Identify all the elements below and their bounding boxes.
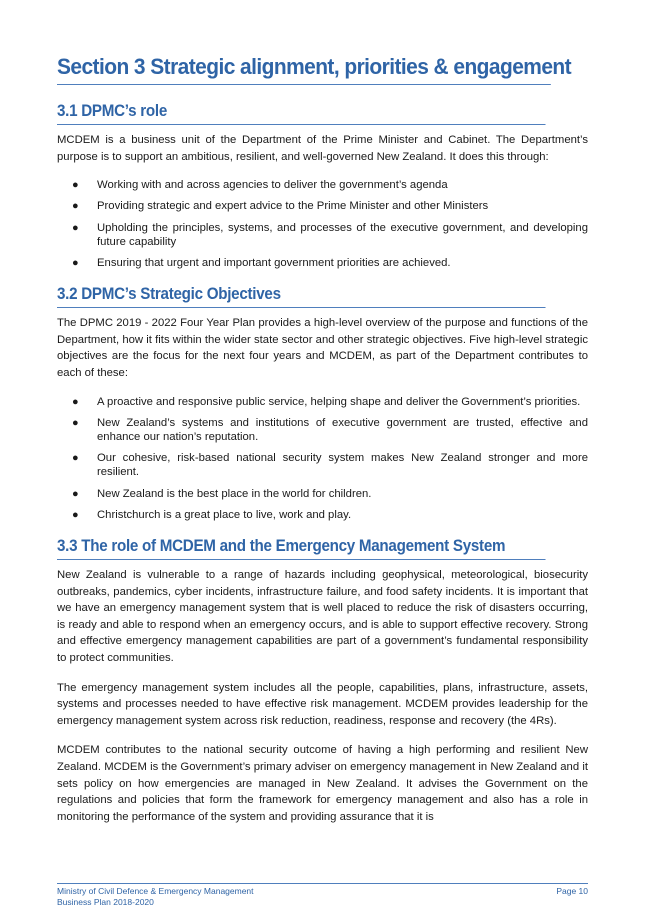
bullet-list-3-1	[57, 178, 588, 270]
list-item: ● New Zealand’s systems and institutions of executive government are trusted, effective and enhance our nation’s reputation.	[72, 416, 588, 443]
bullet-icon: ●	[72, 452, 79, 465]
list-item: ● Christchurch is a great place to live, work and play.	[72, 508, 352, 521]
page-footer	[57, 883, 588, 908]
section-3-2	[57, 285, 588, 308]
paragraph-3-3-a: New Zealand is vulnerable to a range of hazards including geophysical, meteorological, biosecurity outbreaks, pandemics, cyber incidents, infrastructure failure, and food safety incidents. It is important that we have an emergency management system that is well placed to reduce the risk of disasters occurring, is ready and able to respond when an emergency occurs, and is able to support effective recovery. Strong and effective emergency management capabilities are part of a government’s fundamental responsibility to protect communities.	[57, 569, 588, 664]
section-3-1	[57, 102, 588, 125]
list-item: ● A proactive and responsive public service, helping shape and deliver the Government’s priorities.	[72, 395, 581, 408]
list-item: ● New Zealand is the best place in the world for children.	[72, 487, 372, 500]
bullet-icon: ●	[72, 200, 79, 213]
footer-doc: Business Plan 2018-2020	[57, 897, 154, 907]
list-item: ● Working with and across agencies to deliver the government’s agenda	[72, 179, 448, 192]
page-number: Page 10	[556, 886, 588, 896]
bullet-list-3-2	[57, 395, 588, 522]
list-item: ● Upholding the principles, systems, and processes of the executive government, and developing future capability	[72, 221, 588, 248]
bullet-icon: ●	[72, 395, 79, 408]
document-page	[57, 54, 588, 838]
list-item: ● Our cohesive, risk-based national security system makes New Zealand stronger and more resilient.	[72, 452, 588, 479]
paragraph-3-1: MCDEM is a business unit of the Department of the Prime Minister and Cabinet. The Department’s purpose is to support an ambitious, resilient, and well-governed New Zealand. It does this through:	[57, 134, 588, 163]
paragraph-3-3-b: The emergency management system includes all the people, capabilities, plans, infrastructure, assets, systems and processes needed to have effective risk management. MCDEM provides leadership for the emergency management system across risk reduction, readiness, response and recovery (the 4Rs).	[57, 681, 588, 727]
section-3-3	[57, 537, 588, 560]
paragraph-3-2: The DPMC 2019 - 2022 Four Year Plan provides a high-level overview of the purpose and functions of the Department, how it fits within the wider state sector and other strategic objectives. Five high-level strategic objectives are the focus for the next four years and MCDEM, as part of the Department contributes to each of these:	[57, 317, 588, 379]
list-item: ● Ensuring that urgent and important government priorities are achieved.	[72, 257, 451, 269]
paragraph-3-3-c: MCDEM contributes to the national security outcome of having a high performing and resilient New Zealand. MCDEM is the Government’s primary adviser on emergency management in New Zealand and it sets policy on how emergencies are managed in New Zealand. It advises the Government on the regulations and policies that form the framework for emergency management and also has a role in monitoring the performance of the system and providing assurance that it is	[57, 744, 588, 823]
footer-org: Ministry of Civil Defence & Emergency Management	[57, 886, 254, 896]
heading-3-3: 3.3 The role of MCDEM and the Emergency Management System	[57, 537, 546, 560]
list-item: ● Providing strategic and expert advice to the Prime Minister and other Ministers	[72, 200, 489, 213]
bullet-icon: ●	[72, 179, 79, 192]
bullet-icon: ●	[72, 508, 79, 521]
section-title: Section 3 Strategic alignment, priorities & engagement	[57, 54, 551, 85]
bullet-icon: ●	[72, 487, 79, 500]
heading-3-2: 3.2 DPMC’s Strategic Objectives	[57, 285, 546, 308]
bullet-icon: ●	[72, 416, 79, 429]
heading-3-1: 3.1 DPMC’s role	[57, 102, 546, 125]
bullet-icon: ●	[72, 221, 79, 234]
bullet-icon: ●	[72, 257, 79, 269]
